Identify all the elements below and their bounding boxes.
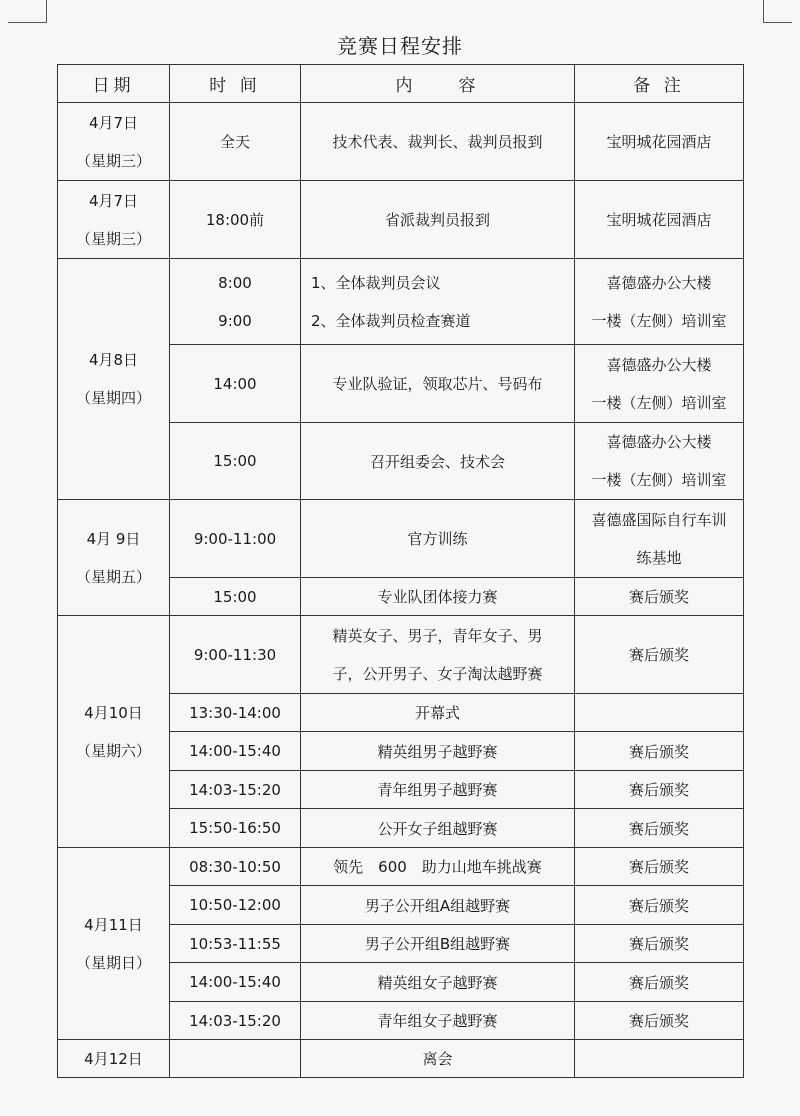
time-cell: 08:30-10:50 <box>170 848 301 886</box>
content-cell: 青年组女子越野赛 <box>301 1002 575 1040</box>
content-cell: 青年组男子越野赛 <box>301 771 575 809</box>
note-cell: 宝明城花园酒店 <box>575 103 744 181</box>
note-text: 练基地 <box>636 548 682 567</box>
note-cell: 宝明城花园酒店 <box>575 181 744 259</box>
time-cell: 14:03-15:20 <box>170 771 301 809</box>
time-cell <box>170 1040 301 1078</box>
crop-mark-left <box>8 0 47 23</box>
content-cell: 官方训练 <box>301 500 575 578</box>
time-cell: 10:53-11:55 <box>170 925 301 963</box>
note-text: 一楼（左侧）培训室 <box>591 393 727 412</box>
weekday-text: （星期三） <box>75 151 151 170</box>
note-cell: 赛后颁奖 <box>575 848 744 886</box>
content-cell: 公开女子组越野赛 <box>301 809 575 848</box>
header-note: 备 注 <box>575 65 744 103</box>
time-cell: 9:00-11:30 <box>170 616 301 694</box>
table-row <box>58 848 744 886</box>
content-cell: 领先 600 助力山地车挑战赛 <box>301 848 575 886</box>
content-cell: 专业队团体接力赛 <box>301 578 575 616</box>
content-cell: 技术代表、裁判长、裁判员报到 <box>301 103 575 181</box>
note-text: 喜德盛办公大楼 <box>606 273 712 292</box>
note-cell: 赛后颁奖 <box>575 616 744 694</box>
content-text: 精英女子、男子，青年女子、男 <box>332 626 543 645</box>
table-row <box>58 103 744 181</box>
date-text: 4月11日 <box>84 915 143 934</box>
note-cell: 赛后颁奖 <box>575 1002 744 1040</box>
time-cell: 全天 <box>170 103 301 181</box>
weekday-text: （星期日） <box>75 953 151 972</box>
time-cell: 14:00-15:40 <box>170 963 301 1002</box>
time-cell: 13:30-14:00 <box>170 694 301 732</box>
content-cell: 离会 <box>301 1040 575 1078</box>
content-text: 子，公开男子、女子淘汰越野赛 <box>332 664 543 683</box>
content-cell: 召开组委会、技术会 <box>301 423 575 500</box>
time-cell: 15:50-16:50 <box>170 809 301 848</box>
note-cell <box>575 1040 744 1078</box>
content-cell: 精英组女子越野赛 <box>301 963 575 1002</box>
date-cell: 4月12日 <box>58 1040 170 1078</box>
date-text: 4月7日 <box>88 191 139 210</box>
crop-mark-right <box>763 0 792 23</box>
date-text: 4月10日 <box>84 703 143 722</box>
header-row <box>58 65 744 103</box>
weekday-text: （星期五） <box>75 567 151 586</box>
note-cell: 赛后颁奖 <box>575 578 744 616</box>
header-date: 日期 <box>58 65 170 103</box>
content-cell: 省派裁判员报到 <box>301 181 575 259</box>
note-cell: 赛后颁奖 <box>575 809 744 848</box>
date-cell <box>58 259 170 500</box>
header-time: 时 间 <box>170 65 301 103</box>
schedule-table <box>57 64 744 1078</box>
time-text: 8:00 <box>218 273 252 292</box>
note-cell: 赛后颁奖 <box>575 771 744 809</box>
note-cell <box>575 345 744 423</box>
content-cell: 精英组男子越野赛 <box>301 732 575 771</box>
note-cell: 赛后颁奖 <box>575 886 744 925</box>
time-cell: 14:00-15:40 <box>170 732 301 771</box>
time-cell: 9:00-11:00 <box>170 500 301 578</box>
table-row <box>58 1040 744 1078</box>
note-cell <box>575 694 744 732</box>
date-text: 4月7日 <box>88 113 139 132</box>
note-cell <box>575 500 744 578</box>
time-cell: 14:00 <box>170 345 301 423</box>
note-text: 一楼（左侧）培训室 <box>591 311 727 330</box>
content-cell: 开幕式 <box>301 694 575 732</box>
weekday-text: （星期三） <box>75 229 151 248</box>
table-row <box>58 259 744 345</box>
weekday-text: （星期四） <box>75 389 151 407</box>
note-cell: 赛后颁奖 <box>575 732 744 771</box>
date-cell <box>58 500 170 616</box>
content-cell <box>301 616 575 694</box>
date-cell <box>58 103 170 181</box>
time-text: 9:00 <box>218 311 252 330</box>
weekday-text: （星期六） <box>75 741 151 760</box>
time-cell: 18:00前 <box>170 181 301 259</box>
date-cell <box>58 181 170 259</box>
content-cell <box>301 259 575 345</box>
note-text: 喜德盛办公大楼 <box>606 433 712 451</box>
note-text: 喜德盛国际自行车训 <box>591 510 727 529</box>
note-cell <box>575 423 744 500</box>
content-text: 2、全体裁判员检查赛道 <box>311 311 471 330</box>
note-cell: 赛后颁奖 <box>575 925 744 963</box>
note-cell: 赛后颁奖 <box>575 963 744 1002</box>
content-cell: 男子公开组B组越野赛 <box>301 925 575 963</box>
header-content: 内 容 <box>301 65 575 103</box>
time-cell <box>170 259 301 345</box>
time-cell: 15:00 <box>170 578 301 616</box>
content-cell: 专业队验证，领取芯片、号码布 <box>301 345 575 423</box>
date-text: 4月8日 <box>88 351 139 369</box>
note-text: 一楼（左侧）培训室 <box>591 471 727 489</box>
note-cell <box>575 259 744 345</box>
date-cell <box>58 616 170 848</box>
content-cell: 男子公开组A组越野赛 <box>301 886 575 925</box>
page-title: 竞赛日程安排 <box>337 34 463 58</box>
time-cell: 15:00 <box>170 423 301 500</box>
table-row <box>58 500 744 578</box>
content-text: 1、全体裁判员会议 <box>311 273 441 292</box>
time-cell: 14:03-15:20 <box>170 1002 301 1040</box>
note-text: 喜德盛办公大楼 <box>606 355 712 374</box>
table-row <box>58 616 744 694</box>
time-cell: 10:50-12:00 <box>170 886 301 925</box>
date-text: 4月 9日 <box>86 529 141 548</box>
table-row <box>58 181 744 259</box>
date-cell <box>58 848 170 1040</box>
